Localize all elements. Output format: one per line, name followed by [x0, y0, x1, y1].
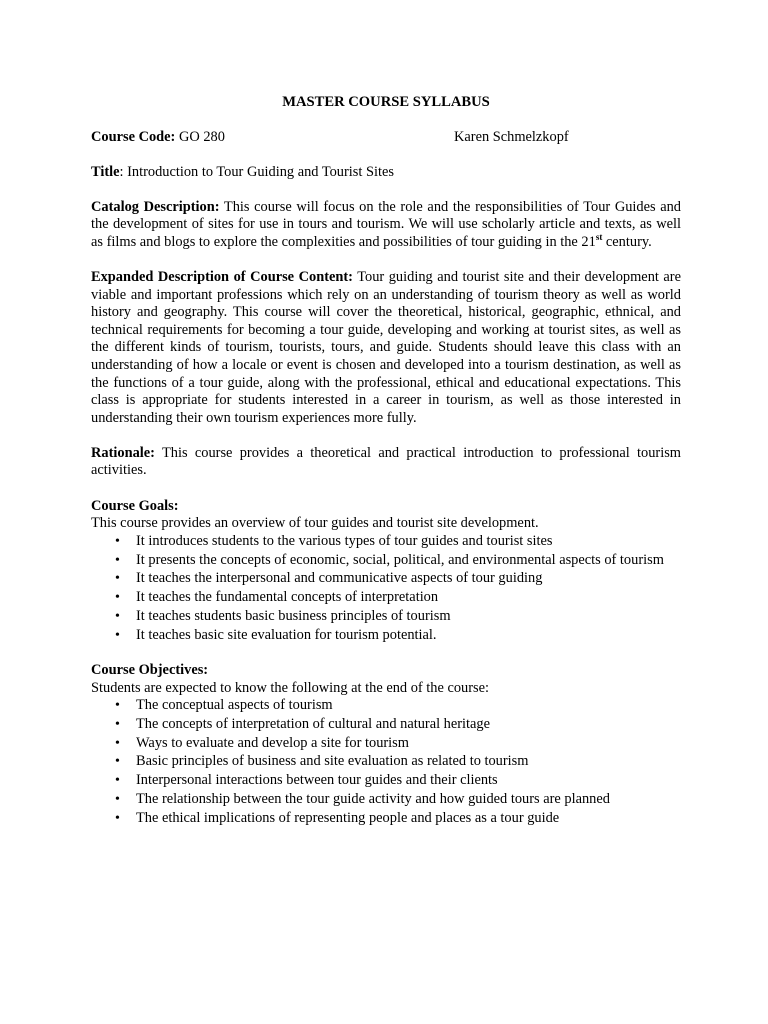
course-goals-intro: This course provides an overview of tour guides and tourist site development. — [91, 515, 539, 532]
expanded-description-label: Expanded Description of Course Content: — [91, 268, 353, 285]
course-title-label: Title — [91, 163, 120, 180]
catalog-description-end: century. — [602, 233, 652, 250]
list-item — [91, 533, 681, 551]
objective-text: The conceptual aspects of tourism — [136, 697, 333, 714]
bullet-icon: • — [115, 533, 120, 549]
rationale — [91, 445, 681, 480]
bullet-icon: • — [115, 698, 120, 714]
bullet-icon: • — [115, 735, 120, 751]
bullet-icon: • — [115, 810, 120, 826]
objective-text: The ethical implications of representing people and places as a tour guide — [136, 809, 560, 826]
list-item — [91, 627, 681, 645]
goal-text: It teaches the fundamental concepts of interpretation — [136, 589, 439, 606]
instructor-name: Karen Schmelzkopf — [454, 128, 569, 145]
expanded-description-text: Tour guiding and tourist site and their development are viable and important professions which rely on an understanding of tourism theory as well as world history and geography. This course will cover the theoretical, historical, geographic, ethnical, and technical requirements for becoming a tour guide, developing and working at tourist sites, as well as the different kinds of tourism, tourists, tours, and guide. Students should leave this class with an understanding of how a locale or event is chosen and developed into a tourism destination, as well as the functions of a tour guide, along with the professional, ethical and educational expectations. This class is appropriate for students interested in a career in tourism, as well as those interested in understanding their own tourism experiences more fully. — [91, 268, 681, 426]
list-item — [91, 697, 681, 715]
rationale-label: Rationale: — [91, 444, 155, 461]
bullet-icon: • — [115, 716, 120, 732]
bullet-icon: • — [115, 552, 120, 568]
list-item — [91, 791, 681, 809]
catalog-description-label: Catalog Description: — [91, 198, 220, 215]
list-item — [91, 589, 681, 607]
objective-text: Interpersonal interactions between tour guides and their clients — [136, 772, 498, 789]
course-goals-list — [91, 533, 681, 645]
course-objectives-list — [91, 697, 681, 827]
bullet-icon: • — [115, 773, 120, 789]
objective-text: Basic principles of business and site evaluation as related to tourism — [136, 753, 529, 770]
list-item — [91, 735, 681, 753]
list-item — [91, 608, 681, 626]
course-title-value: : Introduction to Tour Guiding and Tourist Sites — [119, 163, 394, 180]
objective-text: The concepts of interpretation of cultural and natural heritage — [136, 715, 491, 732]
course-objectives-heading: Course Objectives: — [91, 661, 209, 678]
course-code-label: Course Code: — [91, 128, 176, 145]
objective-text: Ways to evaluate and develop a site for tourism — [136, 734, 409, 751]
course-code-value: GO 280 — [175, 128, 225, 145]
catalog-description-text: This course will focus on the role and the responsibilities of Tour Guides and the development of sites for use in tours and tourism. We will use scholarly article and texts, as well as films and blogs to explore the complexities and possibilities of tour guiding in the 21 — [91, 198, 682, 250]
bullet-icon: • — [115, 590, 120, 606]
goal-text: It teaches the interpersonal and communicative aspects of tour guiding — [136, 570, 543, 587]
bullet-icon: • — [115, 608, 120, 624]
goal-text: It teaches students basic business principles of tourism — [136, 607, 451, 624]
rationale-text: This course provides a theoretical and practical introduction to professional tourism activities. — [91, 444, 681, 479]
list-item — [91, 552, 681, 570]
objective-text: The relationship between the tour guide activity and how guided tours are planned — [136, 791, 610, 808]
goal-text: It presents the concepts of economic, social, political, and environmental aspects of tourism — [136, 551, 664, 568]
bullet-icon: • — [115, 627, 120, 643]
course-goals-heading: Course Goals: — [91, 497, 179, 514]
document-title: MASTER COURSE SYLLABUS — [282, 94, 490, 110]
course-title-row — [91, 164, 681, 182]
course-code-row — [91, 129, 681, 147]
bullet-icon: • — [115, 754, 120, 770]
goal-text: It introduces students to the various types of tour guides and tourist sites — [136, 532, 553, 549]
expanded-description — [91, 269, 681, 427]
catalog-description — [91, 199, 681, 252]
list-item — [91, 570, 681, 588]
bullet-icon: • — [115, 792, 120, 808]
goal-text: It teaches basic site evaluation for tourism potential. — [136, 626, 437, 643]
bullet-icon: • — [115, 571, 120, 587]
list-item — [91, 716, 681, 734]
list-item — [91, 772, 681, 790]
course-objectives-intro: Students are expected to know the following at the end of the course: — [91, 679, 490, 696]
catalog-description-superscript: st — [595, 231, 603, 242]
list-item — [91, 753, 681, 771]
list-item — [91, 810, 681, 828]
syllabus-page — [91, 94, 681, 845]
